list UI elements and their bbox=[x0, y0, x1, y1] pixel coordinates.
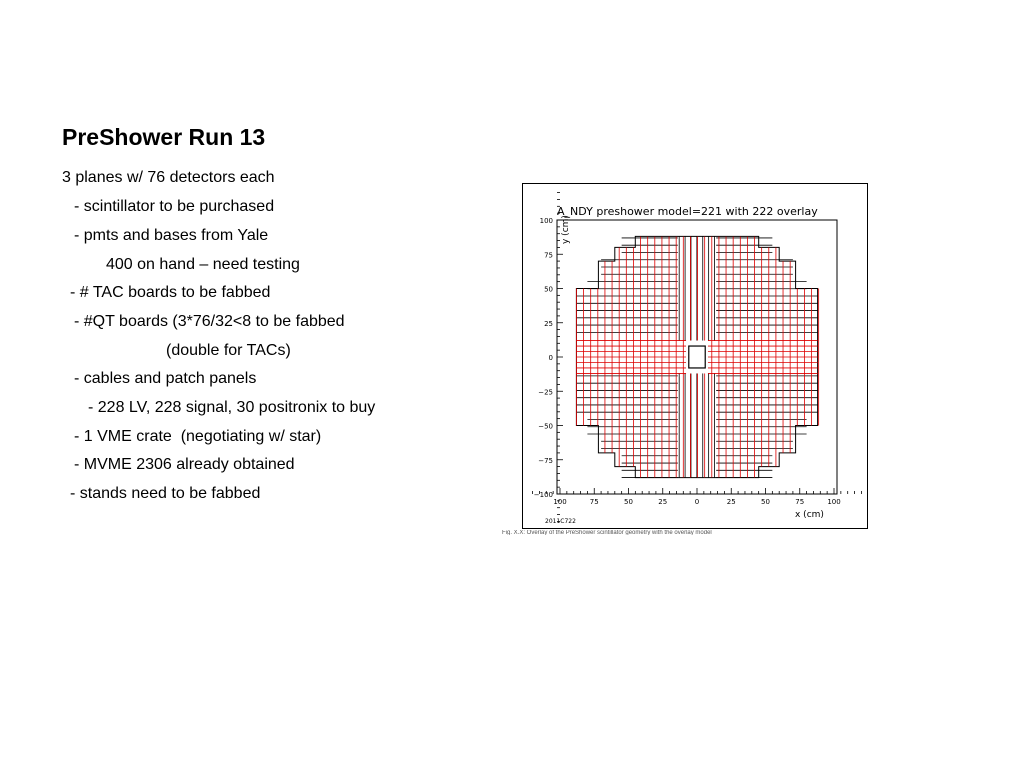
bullet-line: - scintillator to be purchased bbox=[74, 198, 275, 215]
y-tick-label: 25 bbox=[544, 319, 553, 328]
slide-title: PreShower Run 13 bbox=[62, 124, 266, 150]
bullet-line: (double for TACs) bbox=[166, 342, 291, 359]
figure-title-text: A_NDY preshower model=221 with 222 overlay bbox=[557, 205, 818, 218]
x-tick-label: 75 bbox=[795, 498, 805, 506]
y-tick-label: 50 bbox=[544, 285, 553, 294]
beam-hole bbox=[689, 346, 705, 368]
y-tick-label: 75 bbox=[544, 251, 553, 260]
figure-caption: Fig. X.X: Overlay of the PreShower scintillator geometry with the overlay model bbox=[502, 530, 712, 535]
bullet-line: - 228 LV, 228 signal, 30 positronix to buy bbox=[88, 399, 376, 416]
y-tick-label: 100 bbox=[539, 217, 553, 225]
y-tick-label: −100 bbox=[533, 491, 553, 499]
bullet-line: 400 on hand – need testing bbox=[106, 256, 300, 273]
y-tick-label: −25 bbox=[538, 388, 553, 397]
bullet-line: - pmts and bases from Yale bbox=[74, 227, 269, 244]
x-tick-label: 100 bbox=[827, 498, 841, 506]
x-tick-label: 50 bbox=[624, 498, 633, 506]
x-tick-label: 100 bbox=[553, 498, 567, 506]
bullet-line: - #QT boards (3*76/32<8 to be fabbed bbox=[74, 313, 345, 330]
y-tick-label: −75 bbox=[538, 456, 553, 465]
y-axis-label: y (cm) bbox=[561, 215, 571, 244]
x-tick-label: 50 bbox=[761, 498, 770, 506]
y-tick-label: 0 bbox=[548, 354, 553, 362]
x-axis-label: x (cm) bbox=[795, 510, 824, 520]
y-tick-label: −50 bbox=[538, 422, 553, 431]
x-tick-label: 25 bbox=[658, 498, 668, 506]
bullet-line: - # TAC boards to be fabbed bbox=[70, 284, 271, 301]
figure-id: 2011C722 bbox=[545, 518, 576, 525]
detector-outline bbox=[697, 236, 818, 357]
x-tick-label: 25 bbox=[726, 498, 736, 506]
preshower-geometry-figure bbox=[522, 183, 868, 529]
preshower-geometry-plot bbox=[523, 184, 869, 530]
x-tick-label: 0 bbox=[694, 498, 700, 506]
figure-title bbox=[557, 205, 818, 218]
bullet-line: - 1 VME crate (negotiating w/ star) bbox=[74, 428, 322, 445]
detector-outline bbox=[697, 357, 818, 478]
bullet-line: - cables and patch panels bbox=[74, 370, 257, 387]
bullet-line: - stands need to be fabbed bbox=[70, 485, 261, 502]
bullet-line: 3 planes w/ 76 detectors each bbox=[62, 169, 275, 186]
x-tick-label: 75 bbox=[589, 498, 599, 506]
bullet-line: - MVME 2306 already obtained bbox=[74, 456, 295, 473]
